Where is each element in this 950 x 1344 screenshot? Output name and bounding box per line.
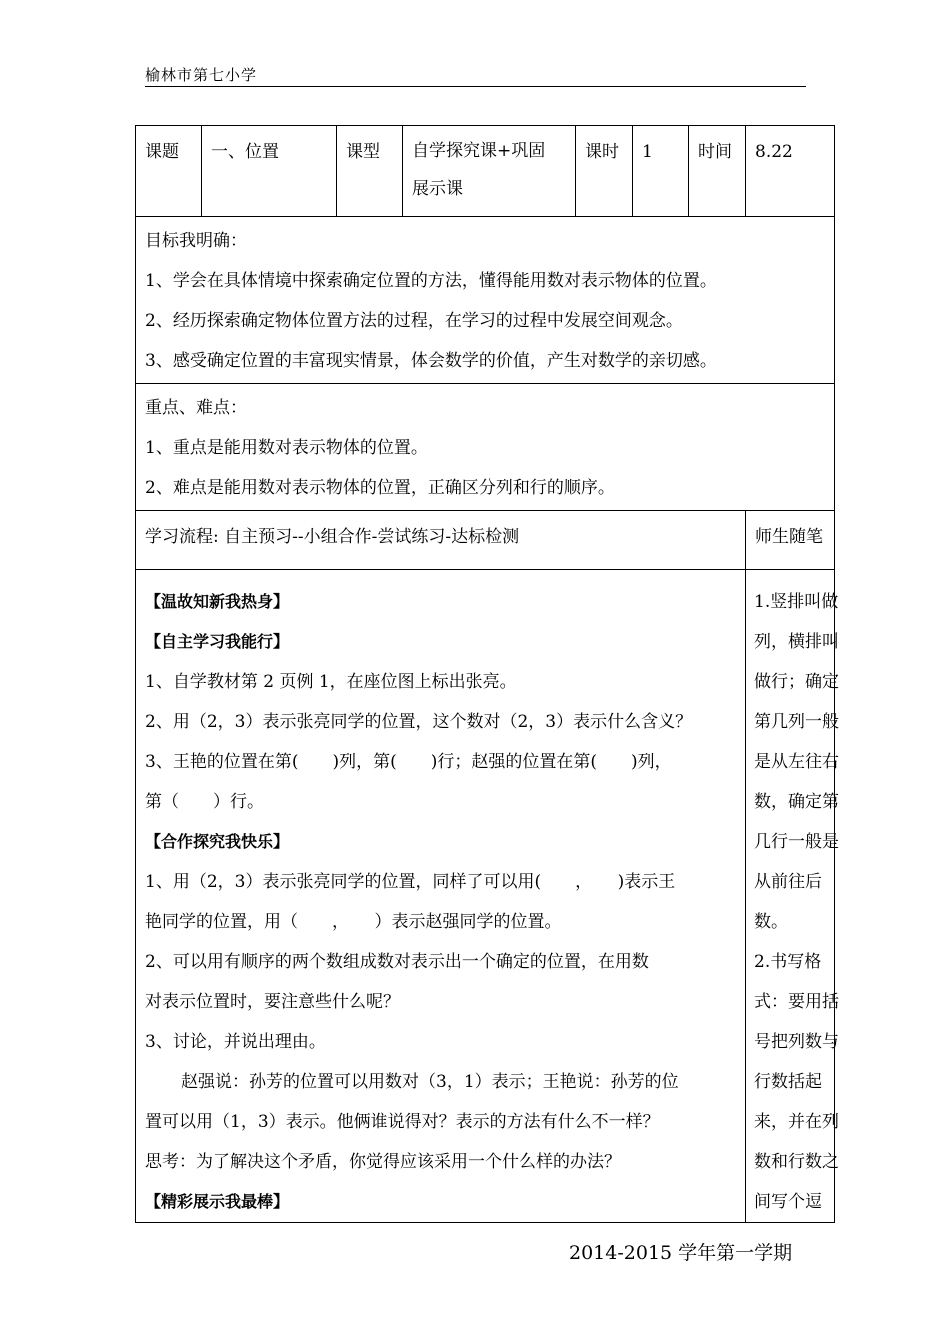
term-footer: 2014-2015 学年第一学期 — [569, 1242, 793, 1264]
flow-title: 学习流程: 自主预习--小组合作-尝试练习-达标检测 — [145, 527, 520, 547]
side-note-line: 来，并在列 — [754, 1112, 839, 1132]
type-label-cell — [337, 126, 403, 217]
cooperation-item-3: 3、讨论，并说出理由。 — [145, 1032, 326, 1052]
side-note-line: 数，确定第 — [754, 792, 839, 812]
topic-value: 一、位置 — [211, 142, 279, 162]
keypoints-row — [136, 384, 835, 511]
showcase-title: 【精彩展示我最棒】 — [145, 1192, 290, 1211]
type-value-cell — [403, 126, 576, 217]
self-study-item-3a: 3、王艳的位置在第( )列，第( )行；赵强的位置在第( )列， — [145, 752, 672, 772]
side-note-line: 号把列数与 — [754, 1032, 839, 1052]
goals-row — [136, 217, 835, 384]
flow-header-row — [136, 511, 835, 570]
side-note-line: 做行；确定 — [754, 672, 839, 692]
side-note-line: 行数括起 — [754, 1072, 822, 1092]
info-row — [136, 126, 835, 217]
side-note-line: 数和行数之 — [754, 1152, 839, 1172]
goal-item-1: 1、学会在具体情境中探索确定位置的方法，懂得能用数对表示物体的位置。 — [145, 271, 717, 291]
side-note-line: 是从左往右 — [754, 752, 839, 772]
side-note-line: 2.书写格 — [754, 952, 822, 972]
keypoint-item-1: 1、重点是能用数对表示物体的位置。 — [145, 438, 428, 458]
side-note-line: 从前往后 — [754, 872, 822, 892]
topic-label: 课题 — [145, 142, 179, 162]
side-note-line: 1.竖排叫做 — [754, 592, 839, 612]
dialog-line-b: 置可以用（1，3）表示。他俩谁说得对？表示的方法有什么不一样？ — [145, 1112, 660, 1132]
cooperation-title: 【合作探究我快乐】 — [145, 832, 290, 851]
self-study-title: 【自主学习我能行】 — [145, 632, 290, 651]
type-value-line1: 自学探究课+巩固 — [412, 141, 546, 161]
self-study-item-2: 2、用（2，3）表示张亮同学的位置，这个数对（2，3）表示什么含义？ — [145, 712, 693, 732]
flow-title-cell — [136, 511, 746, 570]
self-study-item-3b: 第（ ）行。 — [145, 792, 264, 812]
topic-value-cell — [202, 126, 337, 217]
keypoint-item-2: 2、难点是能用数对表示物体的位置，正确区分列和行的顺序。 — [145, 478, 615, 498]
side-note-line: 列，横排叫 — [754, 632, 839, 652]
side-note-line: 几行一般是 — [754, 832, 839, 852]
lesson-plan-table — [135, 125, 839, 1223]
notes-title: 师生随笔 — [755, 527, 823, 547]
dialog-line-a: 赵强说：孙芳的位置可以用数对（3，1）表示；王艳说：孙芳的位 — [181, 1072, 679, 1092]
content-cell — [136, 570, 746, 1223]
type-label: 课型 — [346, 142, 380, 162]
content-row — [136, 570, 835, 1223]
period-label: 课时 — [585, 142, 619, 162]
think-line: 思考：为了解决这个矛盾，你觉得应该采用一个什么样的办法？ — [145, 1152, 621, 1172]
notes-title-cell — [746, 511, 835, 570]
time-label-cell — [689, 126, 746, 217]
side-note-line: 间写个逗 — [754, 1192, 822, 1212]
keypoints-cell — [136, 384, 835, 511]
goals-title: 目标我明确： — [145, 231, 247, 251]
self-study-item-1: 1、自学教材第 2 页例 1，在座位图上标出张亮。 — [145, 672, 517, 692]
side-note-line: 第几列一般 — [754, 712, 839, 732]
goal-item-3: 3、感受确定位置的丰富现实情景，体会数学的价值，产生对数学的亲切感。 — [145, 351, 717, 371]
cooperation-item-2b: 对表示位置时，要注意些什么呢？ — [145, 992, 400, 1012]
keypoints-title: 重点、难点： — [145, 398, 247, 418]
cooperation-item-1a: 1、用（2，3）表示张亮同学的位置，同样了可以用( ， )表示王 — [145, 872, 676, 892]
side-notes-cell — [746, 570, 839, 1223]
time-label: 时间 — [698, 142, 732, 162]
side-note-line: 式：要用括 — [754, 992, 839, 1012]
goals-cell — [136, 217, 835, 384]
cooperation-item-2a: 2、可以用有顺序的两个数组成数对表示出一个确定的位置，在用数 — [145, 952, 649, 972]
school-header: 榆林市第七小学 — [145, 66, 258, 84]
side-note-line: 数。 — [754, 912, 788, 932]
period-value: 1 — [642, 142, 653, 162]
type-value-line2: 展示课 — [412, 179, 463, 199]
period-value-cell — [633, 126, 689, 217]
header-rule — [145, 86, 806, 87]
cooperation-item-1b: 艳同学的位置，用（ ， ）表示赵强同学的位置。 — [145, 912, 562, 932]
time-value-cell — [746, 126, 835, 217]
warmup-title: 【温故知新我热身】 — [145, 592, 290, 611]
period-label-cell — [576, 126, 633, 217]
goal-item-2: 2、经历探索确定物体位置方法的过程，在学习的过程中发展空间观念。 — [145, 311, 683, 331]
time-value: 8.22 — [755, 142, 793, 162]
topic-label-cell — [136, 126, 202, 217]
